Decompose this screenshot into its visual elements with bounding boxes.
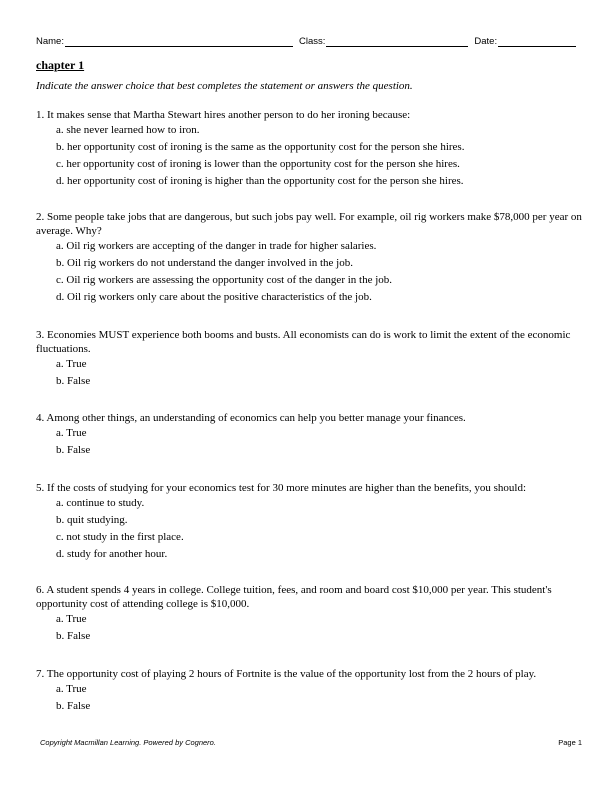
answer-option[interactable]: a. True [56, 427, 87, 439]
question-stem: 2. Some people take jobs that are dangerous, but such jobs pay well. For example, oil rig workers make $78,000 per year on average. Why? [36, 211, 582, 237]
class-label: Class: [298, 36, 326, 47]
answer-option[interactable]: d. study for another hour. [56, 548, 168, 560]
answer-option[interactable]: c. her opportunity cost of ironing is lower than the opportunity cost for the person she hires. [56, 158, 460, 170]
page-footer [40, 738, 582, 747]
question-stem: 1. It makes sense that Martha Stewart hires another person to do her ironing because: [36, 109, 411, 121]
answer-option[interactable]: c. not study in the first place. [56, 531, 184, 543]
page-number: Page 1 [558, 738, 582, 747]
answer-option[interactable]: a. continue to study. [56, 497, 145, 509]
answer-option[interactable]: a. she never learned how to iron. [56, 124, 200, 136]
question-stem: 3. Economies MUST experience both booms and busts. All economists can do is work to limit the extent of the economic fluctuations. [36, 329, 571, 355]
answer-option[interactable]: b. False [56, 375, 91, 387]
name-label: Name: [36, 36, 64, 47]
copyright-text: Copyright Macmillan Learning. Powered by Cognero. [40, 738, 216, 747]
class-field[interactable] [326, 36, 468, 47]
answer-option[interactable]: a. True [56, 683, 87, 695]
answer-option[interactable]: b. False [56, 630, 91, 642]
question-1 [36, 108, 582, 190]
answer-option[interactable]: b. her opportunity cost of ironing is the same as the opportunity cost for the person she hires. [56, 141, 465, 153]
answer-option[interactable]: a. True [56, 613, 87, 625]
question-stem: 7. The opportunity cost of playing 2 hours of Fortnite is the value of the opportunity lost from the 2 hours of play. [36, 668, 537, 680]
date-label: Date: [474, 36, 498, 47]
question-4 [36, 411, 582, 459]
question-stem: 5. If the costs of studying for your economics test for 30 more minutes are higher than the benefits, you should: [36, 482, 527, 494]
name-field[interactable] [65, 36, 293, 47]
answer-option[interactable]: a. Oil rig workers are accepting of the danger in trade for higher salaries. [56, 240, 377, 252]
answer-option[interactable]: a. True [56, 358, 87, 370]
question-stem: 4. Among other things, an understanding of economics can help you better manage your finances. [36, 412, 466, 424]
question-6 [36, 583, 582, 645]
student-info-header [36, 36, 578, 47]
chapter-title: chapter 1 [36, 58, 85, 72]
answer-option[interactable]: d. Oil rig workers only care about the positive characteristics of the job. [56, 291, 372, 303]
question-7 [36, 667, 582, 715]
answer-option[interactable]: b. False [56, 444, 91, 456]
question-stem: 6. A student spends 4 years in college. College tuition, fees, and room and board cost $10,000 per year. This student's opportunity cost of attending college is $10,000. [36, 584, 552, 610]
answer-option[interactable]: b. Oil rig workers do not understand the danger involved in the job. [56, 257, 353, 269]
question-5 [36, 481, 582, 563]
answer-option[interactable]: b. False [56, 700, 91, 712]
answer-option[interactable]: c. Oil rig workers are assessing the opportunity cost of the danger in the job. [56, 274, 393, 286]
question-3 [36, 328, 582, 390]
date-field[interactable] [498, 36, 576, 47]
question-2 [36, 210, 582, 306]
answer-option[interactable]: d. her opportunity cost of ironing is higher than the opportunity cost for the person she hires. [56, 175, 464, 187]
answer-option[interactable]: b. quit studying. [56, 514, 128, 526]
instructions: Indicate the answer choice that best completes the statement or answers the question. [36, 80, 413, 92]
